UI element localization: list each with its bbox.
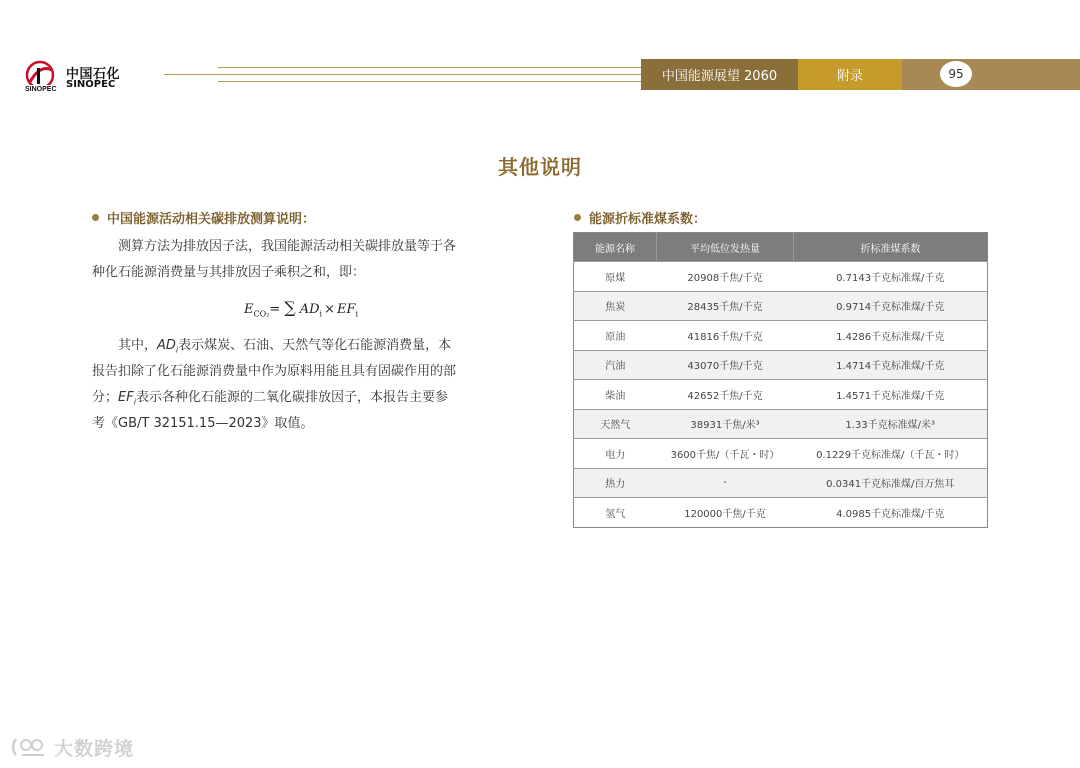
table-header-row [574,233,988,262]
section-label: 附录 [836,69,863,84]
explain-line-4: 考《GB/T 32151.15—2023》取值。 [92,416,314,431]
table-row [574,498,988,528]
table-row [574,321,988,351]
table-row [574,380,988,410]
table-row [574,291,988,321]
col-header-energy: 能源名称 [574,233,657,262]
page-bar [902,59,1080,90]
cell-coal-coef: 0.1229千克标准煤/（千瓦・时） [794,439,988,469]
watermark [8,733,134,761]
cell-heat-value: 42652千焦/千克 [657,380,794,410]
bullet-dot-icon [574,214,581,221]
cell-coal-coef: 1.33千克标准煤/米³ [794,409,988,439]
cell-heat-value: 43070千焦/千克 [657,350,794,380]
col-header-coef: 折标准煤系数 [794,233,988,262]
cell-coal-coef: 4.0985千克标准煤/千克 [794,498,988,528]
table-row [574,262,988,292]
brand-en: SINOPEC [66,79,116,90]
cell-coal-coef: 1.4286千克标准煤/千克 [794,321,988,351]
coal-coef-heading [574,208,706,227]
table-row [574,350,988,380]
page-title: 其他说明 [498,155,582,179]
cell-coal-coef: 0.9714千克标准煤/千克 [794,291,988,321]
cell-energy-name: 焦炭 [574,291,657,321]
cell-heat-value: 41816千焦/千克 [657,321,794,351]
cell-heat-value: - [657,468,794,498]
table-row [574,468,988,498]
explain-line-3: 分；$EF_i$表示各种化石能源的二氧化碳排放因子，本报告主要参 [92,390,448,407]
cell-heat-value: 120000千焦/千克 [657,498,794,528]
coal-equivalent-table [573,232,988,528]
col-header-heat: 平均低位发热量 [657,233,794,262]
watermark-text: 大数跨境 [54,737,135,760]
cell-coal-coef: 1.4714千克标准煤/千克 [794,350,988,380]
cell-energy-name: 电力 [574,439,657,469]
emission-formula: $E_{CO_2}=$ ∑ $AD_i \times EF_i$ [244,298,359,319]
cell-coal-coef: 0.7143千克标准煤/千克 [794,262,988,292]
cell-energy-name: 热力 [574,468,657,498]
bullet-dot-icon [92,214,99,221]
cell-energy-name: 原油 [574,321,657,351]
explain-line-2: 报告扣除了化石能源消费量中作为原料用能且具有固碳作用的部 [92,364,457,379]
watermark-logo-icon [8,733,50,761]
table-row [574,409,988,439]
cell-energy-name: 柴油 [574,380,657,410]
report-title-bar [641,59,798,90]
cell-heat-value: 38931千焦/米³ [657,409,794,439]
cell-coal-coef: 1.4571千克标准煤/千克 [794,380,988,410]
cell-heat-value: 20908千焦/千克 [657,262,794,292]
sinopec-emblem-icon [24,60,60,92]
table-row [574,439,988,469]
cell-coal-coef: 0.0341千克标准煤/百万焦耳 [794,468,988,498]
carbon-method-heading [92,208,315,227]
header-decor-lines [164,67,642,83]
page-number: 95 [940,61,972,87]
method-line-2: 种化石能源消费量与其排放因子乘积之和，即： [92,265,366,280]
cell-energy-name: 天然气 [574,409,657,439]
cell-energy-name: 汽油 [574,350,657,380]
method-line-1: 测算方法为排放因子法，我国能源活动相关碳排放量等于各 [118,239,457,254]
explain-line-1: 其中，$AD_i$表示煤炭、石油、天然气等化石能源消费量，本 [118,338,452,355]
table-body [574,262,988,528]
report-title: 中国能源展望 2060 [661,69,778,84]
section-bar [798,59,902,90]
cell-energy-name: 原煤 [574,262,657,292]
carbon-method-heading-text: 中国能源活动相关碳排放测算说明： [107,212,316,227]
cell-heat-value: 3600千焦/（千瓦・时） [657,439,794,469]
coal-coef-heading-text: 能源折标准煤系数： [589,212,707,227]
brand-cn: 中国石化 [66,67,121,82]
sinopec-logo [24,60,134,96]
cell-energy-name: 氢气 [574,498,657,528]
cell-heat-value: 28435千焦/千克 [657,291,794,321]
svg-text:SINOPEC: SINOPEC [25,86,57,92]
